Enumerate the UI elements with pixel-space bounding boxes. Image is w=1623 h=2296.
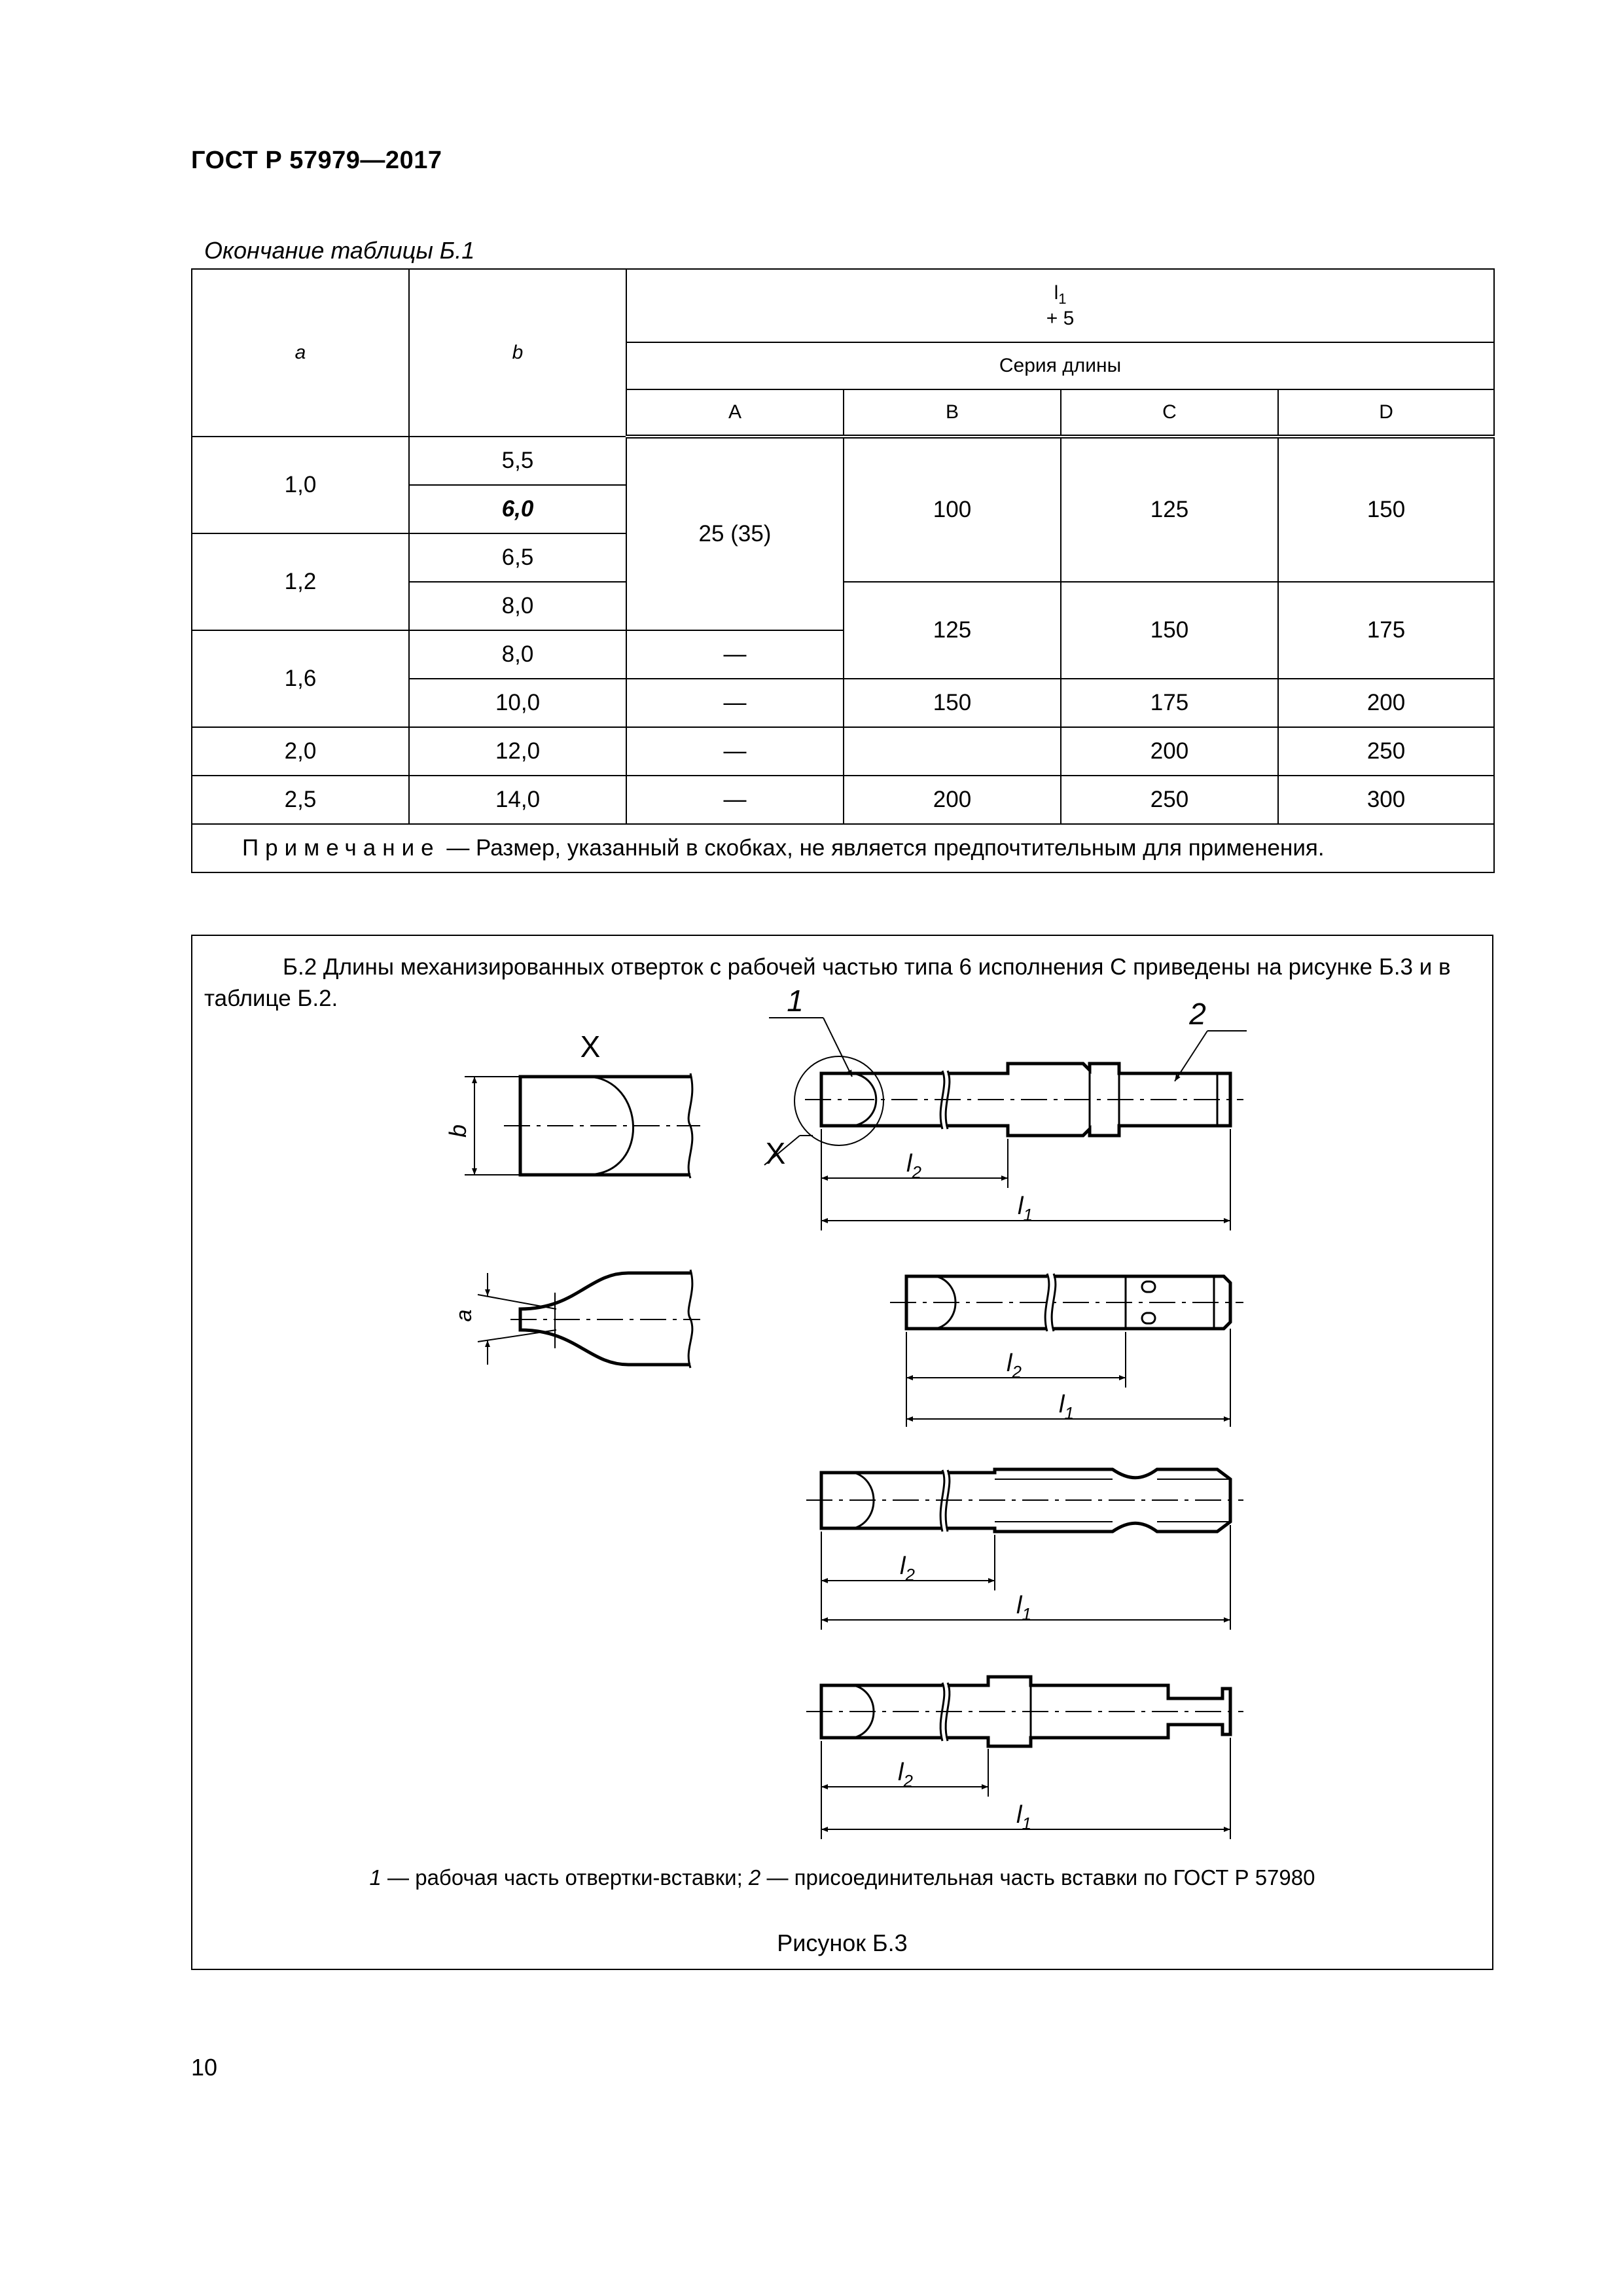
- bit-type-4: [806, 1677, 1243, 1839]
- header-series: Серия длины: [626, 342, 1494, 389]
- cell-series-d: 300: [1278, 776, 1494, 824]
- view-x-label: X: [580, 1030, 601, 1064]
- cell-series-b: 150: [844, 679, 1061, 727]
- cell-b: 8,0: [409, 582, 626, 630]
- cell-a: 2,5: [192, 776, 409, 824]
- svg-text:l1: $l_1$: [1016, 1801, 1031, 1833]
- figure-title: Рисунок Б.3: [777, 1929, 908, 1956]
- cell-series-c: 250: [1061, 776, 1278, 824]
- header-l1: $l_1$ + 5: [626, 269, 1494, 342]
- header-series-c: C: [1061, 389, 1278, 437]
- cell-series-a: 25 (35): [626, 437, 844, 630]
- cell-series-b: 100: [844, 437, 1061, 582]
- cell-series-d: 175: [1278, 582, 1494, 679]
- callout-1: 1: [787, 984, 804, 1018]
- cell-series-c: 200: [1061, 727, 1278, 776]
- cell-series-b: 200: [844, 776, 1061, 824]
- cell-a: 1,2: [192, 533, 409, 630]
- cell-b: 10,0: [409, 679, 626, 727]
- cell-a: 2,0: [192, 727, 409, 776]
- bit-type-2: [890, 1274, 1243, 1427]
- tip-profile: [452, 1270, 700, 1368]
- svg-text:l2: [906, 1150, 921, 1182]
- cell-series-a: —: [626, 776, 844, 824]
- dim-l1-label: l: [1018, 1193, 1024, 1220]
- bit-type-1: [764, 984, 1247, 1230]
- dim-l2-label: l: [906, 1150, 912, 1177]
- cell-a: 1,0: [192, 437, 409, 533]
- cell-b: 6,5: [409, 533, 626, 582]
- cell-series-c: 150: [1061, 582, 1278, 679]
- view-x-mark: X: [765, 1136, 786, 1170]
- svg-text:l2: $l_2$: [898, 1759, 913, 1791]
- svg-text:l1: $l_1$: [1059, 1391, 1074, 1423]
- note-text: — Размер, указанный в скобках, не является предпочтительным для применения.: [440, 835, 1325, 861]
- cell-b-preferred: 6,0: [409, 485, 626, 533]
- cell-a: 1,6: [192, 630, 409, 727]
- cell-series-c: 125: [1061, 437, 1278, 582]
- table-caption: Окончание таблицы Б.1: [204, 237, 475, 264]
- page-number: 10: [191, 2054, 218, 2081]
- cell-b: 8,0: [409, 630, 626, 679]
- cell-series-d: 200: [1278, 679, 1494, 727]
- tip-view-x: [444, 1030, 700, 1178]
- cell-series-c: 175: [1061, 679, 1278, 727]
- header-series-d: D: [1278, 389, 1494, 437]
- svg-text:l2: $l_2$: [900, 1552, 915, 1585]
- dim-b-label: b: [444, 1124, 471, 1138]
- cell-series-a: —: [626, 679, 844, 727]
- cell-series-a: —: [626, 727, 844, 776]
- cell-series-d: 150: [1278, 437, 1494, 582]
- figure-legend: 1 — рабочая часть отвертки-вставки; 2 — присоединительная часть вставки по ГОСТ Р 57980: [369, 1865, 1315, 1890]
- dim-a-label: a: [452, 1309, 476, 1322]
- document-header: ГОСТ Р 57979—2017: [191, 147, 442, 174]
- svg-text:l1: $l_1$: [1016, 1592, 1031, 1624]
- callout-2: 2: [1189, 997, 1206, 1031]
- svg-text:l2: $l_2$: [1007, 1350, 1022, 1382]
- header-a: a: [192, 269, 409, 437]
- cell-b: 5,5: [409, 437, 626, 485]
- header-series-a: A: [626, 389, 844, 437]
- dim-l1-sub: 1: [1023, 1205, 1033, 1225]
- cell-b: 12,0: [409, 727, 626, 776]
- cell-series-d: 250: [1278, 727, 1494, 776]
- cell-series-b: 125: [844, 582, 1061, 679]
- cell-series-a: —: [626, 630, 844, 679]
- bit-type-3: [806, 1469, 1243, 1630]
- figure-paragraph: Б.2 Длины механизированных отверток с рабочей частью типа 6 исполнения С приведены на рисунке Б.3 и в таблице Б.2.: [204, 954, 1451, 1011]
- header-series-b: B: [844, 389, 1061, 437]
- svg-text:l1: [1018, 1193, 1033, 1225]
- dim-l2-sub: 2: [912, 1162, 921, 1182]
- header-b: b: [409, 269, 626, 437]
- note-label: Примечание: [242, 835, 440, 861]
- cell-b: 14,0: [409, 776, 626, 824]
